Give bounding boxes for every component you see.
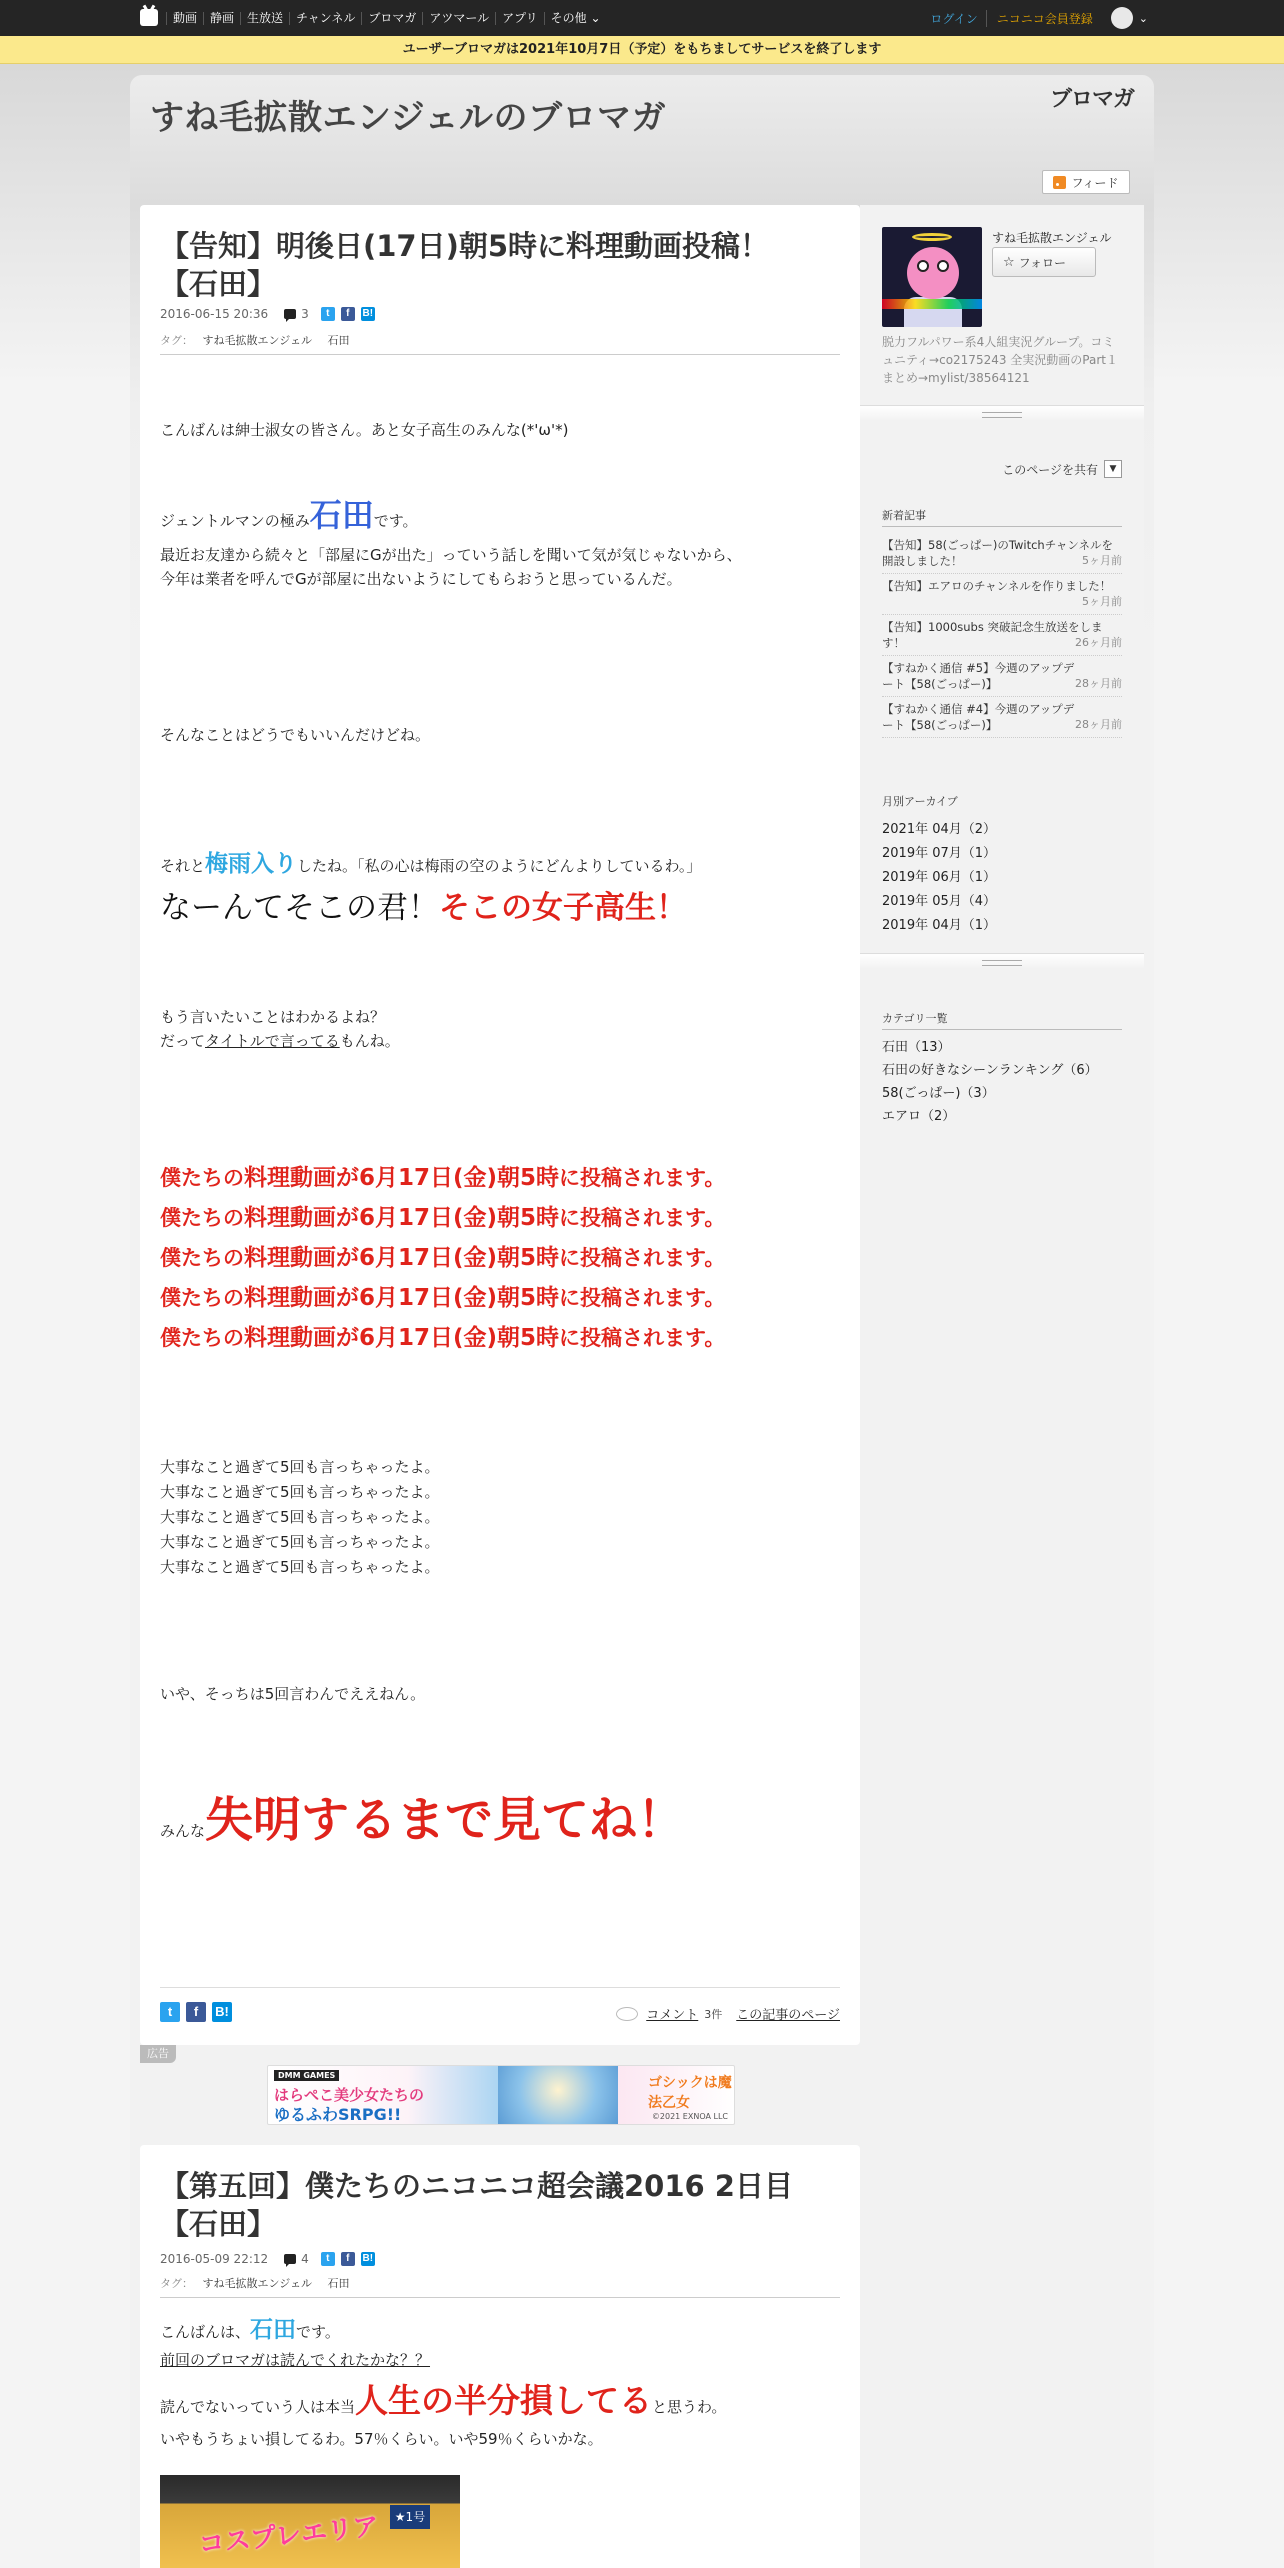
- article-footer: [160, 1987, 840, 2027]
- archive-section: [882, 793, 1122, 938]
- paragraph: [160, 2378, 726, 2430]
- archive-item[interactable]: 2019年 04月（1）: [882, 918, 997, 933]
- twitter-icon[interactable]: t: [321, 307, 335, 321]
- facebook-icon[interactable]: f: [186, 2002, 206, 2022]
- paragraph: [160, 1785, 685, 1866]
- new-post-time: 5ヶ月前: [1082, 595, 1122, 608]
- text-span: 僕たちの: [160, 1206, 244, 1230]
- archive-item[interactable]: 2021年 04月（2）: [882, 822, 997, 837]
- repeat-line: 大事なこと過ぎて5回も言っちゃったよ。: [160, 1558, 440, 1576]
- category-item[interactable]: 石田（13）: [882, 1040, 951, 1055]
- tag-list: [160, 2275, 840, 2298]
- text-span: 僕たちの: [160, 1326, 244, 1350]
- previous-post-link[interactable]: 前回のブロマガは読んでくれたかな？？: [160, 2351, 431, 2369]
- paragraph: [160, 2313, 340, 2349]
- text-span: ジェントルマンの極み: [160, 512, 310, 530]
- new-post-title: 【告知】58(ごっぱー)のTwitchチャンネルを開設しました！: [882, 538, 1114, 568]
- share-page[interactable]: [1002, 460, 1122, 478]
- text-span: と思うわ。: [652, 2398, 727, 2416]
- article-date: 2016-05-09 22:12: [160, 2252, 269, 2266]
- text-span: に投稿されます。: [559, 1166, 726, 1190]
- blog-title[interactable]: すね毛拡散エンジェルのブロマガ: [150, 99, 666, 137]
- photo-badge: ★1号: [390, 2505, 430, 2529]
- tag-item[interactable]: すね毛拡散エンジェル: [202, 334, 313, 347]
- paragraph: [160, 848, 701, 882]
- account-area: [922, 0, 1148, 36]
- repeat-line: 大事なこと過ぎて5回も言っちゃったよ。: [160, 1483, 440, 1501]
- text-span: みんな: [160, 1822, 206, 1840]
- new-post-time: 28ヶ月前: [1075, 677, 1122, 690]
- large-text: なーんてそこの君！: [160, 890, 439, 926]
- comment-icon: [284, 2254, 296, 2264]
- text-span: です。: [373, 512, 418, 530]
- star-icon: ☆: [1003, 254, 1015, 270]
- text-span: 料理動画が6月17日(金)朝5時: [244, 1205, 560, 1231]
- large-red-text: そこの女子高生！: [439, 890, 687, 926]
- ad-subline: ゆるふわSRPG!!: [274, 2105, 402, 2124]
- share-buttons: [160, 2002, 238, 2022]
- new-post-title: 【告知】1000subs 突破記念生放送をします！: [882, 620, 1103, 650]
- service-end-notice: ユーザーブロマガは2021年10月7日（予定）をもちましてサービスを終了します: [0, 36, 1284, 64]
- article-card: [140, 205, 860, 2045]
- paragraph: [160, 495, 418, 541]
- comment-count[interactable]: 3: [301, 307, 309, 321]
- twitter-icon[interactable]: t: [321, 2252, 335, 2266]
- paragraph: いやもうちょい損してるわ。57％くらい。いや59％くらいかな。: [160, 2430, 603, 2448]
- global-nav: [166, 0, 607, 36]
- repeat-block: [160, 1455, 440, 1580]
- category-item[interactable]: 石田の好きなシーンランキング（6）: [882, 1063, 1098, 1078]
- tag-item[interactable]: すね毛拡散エンジェル: [202, 2277, 313, 2290]
- comment-link[interactable]: コメント: [646, 2008, 699, 2023]
- paragraph: 今年は業者を呼んでGが部屋に出ないようにしてもらおうと思っているんだ。: [160, 570, 682, 588]
- text-span: に投稿されます。: [559, 1326, 726, 1350]
- nav-more-label: その他: [550, 10, 587, 25]
- category-item[interactable]: 58(ごっぱー)（3）: [882, 1086, 995, 1101]
- text-span: に投稿されます。: [559, 1206, 726, 1230]
- repeat-line: 大事なこと過ぎて5回も言っちゃったよ。: [160, 1533, 440, 1551]
- text-span: 料理動画が6月17日(金)朝5時: [244, 1325, 560, 1351]
- paragraph: もう言いたいことはわかるよね？: [160, 1008, 386, 1026]
- nav-bromaga[interactable]: ブロマガ: [361, 12, 422, 25]
- bromaga-logo[interactable]: ブロマガ: [1050, 87, 1135, 112]
- new-post-item[interactable]: [882, 615, 1122, 656]
- name-highlight: 石田: [250, 2317, 297, 2343]
- text-span: です。: [296, 2323, 340, 2341]
- hatena-bookmark-icon[interactable]: B!: [362, 308, 374, 319]
- announcement-line: [160, 1238, 725, 1278]
- ad-game-logo: ゴシックは魔法乙女: [648, 2075, 732, 2111]
- text-span: こんばんは、: [160, 2323, 251, 2341]
- section-heading: 月別アーカイブ: [882, 795, 958, 808]
- mascot-face: [907, 247, 959, 299]
- text-span: それと: [160, 857, 206, 875]
- new-post-item[interactable]: [882, 697, 1122, 738]
- new-post-time: 28ヶ月前: [1075, 718, 1122, 731]
- name-highlight: 石田: [309, 496, 374, 534]
- nav-seiga[interactable]: 静画: [203, 12, 240, 25]
- ad-banner[interactable]: [267, 2065, 735, 2125]
- article-date: 2016-06-15 20:36: [160, 307, 269, 321]
- tag-label: タグ：: [160, 2277, 193, 2290]
- text-span: 僕たちの: [160, 1166, 244, 1190]
- footer-links: [616, 2004, 840, 2023]
- repeat-line: 大事なこと過ぎて5回も言っちゃったよ。: [160, 1458, 440, 1476]
- rss-icon: [1053, 176, 1066, 189]
- category-item[interactable]: エアロ（2）: [882, 1109, 956, 1124]
- login-link[interactable]: ログイン: [930, 11, 978, 26]
- new-post-item[interactable]: [882, 574, 1122, 615]
- halo-shape: [912, 233, 952, 241]
- text-span: 僕たちの: [160, 1286, 244, 1310]
- facebook-icon[interactable]: f: [341, 307, 355, 321]
- comment-icon: [284, 309, 296, 319]
- text-span: だって: [160, 1032, 206, 1050]
- user-avatar-icon[interactable]: [1111, 7, 1133, 29]
- announcement-line: [160, 1158, 725, 1198]
- photo-sign-text: コスプレエリア: [197, 2511, 381, 2561]
- sidebar: [860, 205, 1144, 2568]
- paragraph: [160, 1029, 400, 1054]
- feed-label: フィード: [1071, 175, 1119, 190]
- archive-item[interactable]: 2019年 05月（4）: [882, 894, 997, 909]
- hatena-bookmark-icon[interactable]: B!: [362, 2253, 374, 2264]
- profile-description: 脱力フルパワー系4人組実況グループ。コミュニティ→co2175243 全実況動画のPart１まとめ→mylist/38564121: [882, 335, 1118, 385]
- follow-button[interactable]: [992, 247, 1096, 277]
- text-span: 僕たちの: [160, 1246, 244, 1270]
- highlight-text: 梅雨入り: [205, 851, 298, 877]
- nav-more[interactable]: [544, 12, 607, 25]
- text-span: 読んでないっていう人は本当: [160, 2398, 356, 2416]
- new-post-time: 26ヶ月前: [1075, 636, 1122, 649]
- large-red-text: 人生の半分損してる: [355, 2381, 653, 2420]
- niconico-tv-icon[interactable]: [140, 9, 158, 26]
- profile-name[interactable]: すね毛拡散エンジェル: [992, 231, 1112, 245]
- repeat-line: 大事なこと過ぎて5回も言っちゃったよ。: [160, 1508, 440, 1526]
- section-heading: カテゴリ一覧: [882, 1010, 1122, 1030]
- underlined-text: タイトルで言ってる: [205, 1032, 340, 1050]
- archive-item[interactable]: 2019年 07月（1）: [882, 846, 997, 861]
- ad-label: 広告: [140, 2045, 176, 2063]
- chevron-down-icon: ⌄: [590, 10, 601, 25]
- register-link[interactable]: ニコニコ会員登録: [986, 10, 1103, 27]
- text-span: に投稿されます。: [559, 1286, 726, 1310]
- mascot-eye: [937, 260, 949, 272]
- mascot-eye: [917, 260, 929, 272]
- ad-copyright: ©2021 EXNOA LLC: [651, 2112, 728, 2121]
- paragraph: [160, 885, 687, 936]
- paragraph: そんなことはどうでもいいんだけどね。: [160, 726, 431, 744]
- new-post-title: 【すねかく通信 #4】今週のアップデート【58(ごっぱー)】: [882, 702, 1075, 732]
- paragraph: いや、そっちは5回言わんでええねん。: [160, 1685, 426, 1703]
- new-post-item[interactable]: [882, 656, 1122, 697]
- text-span: もんね。: [339, 1032, 400, 1050]
- text-span: に投稿されます。: [559, 1246, 726, 1270]
- nav-atsumaru[interactable]: アツマール: [422, 12, 495, 25]
- new-post-item[interactable]: [882, 533, 1122, 574]
- twitter-icon[interactable]: t: [160, 2002, 180, 2022]
- feed-button[interactable]: [1042, 170, 1130, 194]
- article-title[interactable]: 【告知】明後日(17日)朝5時に料理動画投稿！【石田】: [160, 229, 770, 301]
- hatena-bookmark-icon[interactable]: B!: [212, 2002, 232, 2022]
- tag-label: タグ：: [160, 334, 193, 347]
- article-meta: [160, 2252, 375, 2266]
- article-photo: [160, 2475, 460, 2568]
- comment-bubble-icon: [616, 2007, 638, 2021]
- archive-item[interactable]: 2019年 06月（1）: [882, 870, 997, 885]
- mascot-stripe: [882, 299, 982, 309]
- nav-douga[interactable]: 動画: [166, 12, 203, 25]
- paragraph: こんばんは紳士淑女の皆さん。あと女子高生のみんな(*'ω'*): [160, 421, 569, 439]
- ad-brand: DMM GAMES: [274, 2070, 339, 2081]
- announcement-line: [160, 1318, 725, 1358]
- global-header: [0, 0, 1284, 36]
- ad-character-image: [498, 2066, 618, 2125]
- huge-red-text: 失明するまで見てね！: [205, 1792, 686, 1848]
- channel-avatar[interactable]: [882, 227, 982, 327]
- text-span: 料理動画が6月17日(金)朝5時: [244, 1285, 560, 1311]
- article-meta: [160, 307, 375, 321]
- nav-live[interactable]: 生放送: [240, 12, 289, 25]
- new-post-title: 【告知】エアロのチャンネルを作りました！: [882, 579, 1112, 593]
- article-title[interactable]: 【第五回】僕たちのニコニコ超会議2016 2日目【石田】: [160, 2169, 793, 2241]
- article-card: [140, 2145, 860, 2568]
- section-heading: 新着記事: [882, 507, 1122, 527]
- new-posts-section: [882, 507, 1122, 738]
- ad-headline: はらぺこ美少女たちの: [274, 2086, 425, 2104]
- dropdown-arrow-icon[interactable]: ▼: [1104, 460, 1122, 478]
- article-page-link[interactable]: この記事のページ: [736, 2008, 840, 2023]
- comment-count[interactable]: 4: [301, 2252, 309, 2266]
- text-span: したね。「私の心は梅雨の空のようにどんよりしているわ。」: [297, 857, 702, 875]
- new-post-title: 【すねかく通信 #5】今週のアップデート【58(ごっぱー)】: [882, 661, 1075, 691]
- paragraph: 最近お友達から続々と「部屋にGが出た」っていう話しを聞いて気が気じゃないから、: [160, 546, 742, 564]
- tag-item[interactable]: 石田: [327, 2277, 350, 2290]
- section-divider: [860, 405, 1144, 421]
- category-section: [882, 1010, 1122, 1128]
- comment-count: 3件: [704, 2007, 723, 2021]
- nav-channel[interactable]: チャンネル: [289, 12, 361, 25]
- facebook-icon[interactable]: f: [341, 2252, 355, 2266]
- announcement-block: [160, 1158, 725, 1358]
- share-page-label: このページを共有: [1002, 462, 1098, 477]
- text-span: 料理動画が6月17日(金)朝5時: [244, 1245, 560, 1271]
- new-post-time: 5ヶ月前: [1082, 554, 1122, 567]
- announcement-line: [160, 1278, 725, 1318]
- section-divider: [860, 953, 1144, 969]
- text-span: 料理動画が6月17日(金)朝5時: [244, 1165, 560, 1191]
- tag-list: [160, 332, 840, 355]
- nav-app[interactable]: アプリ: [495, 12, 544, 25]
- tag-item[interactable]: 石田: [327, 334, 350, 347]
- follow-label: フォロー: [1018, 255, 1067, 270]
- announcement-line: [160, 1198, 725, 1238]
- chevron-down-icon[interactable]: ⌄: [1138, 11, 1148, 25]
